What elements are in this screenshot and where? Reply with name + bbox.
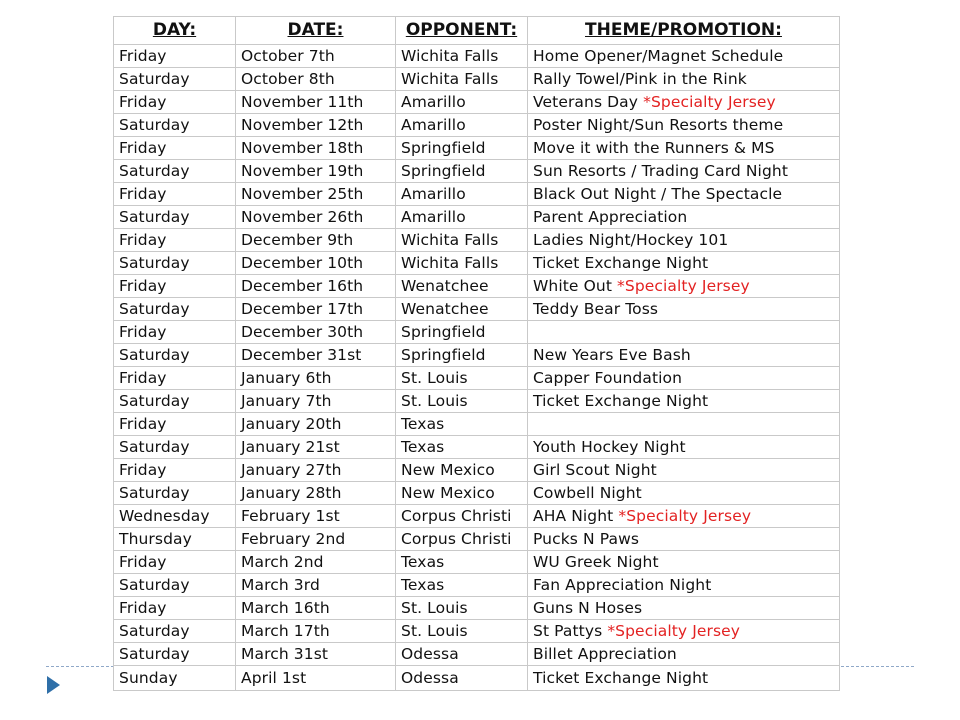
specialty-jersey-note: *Specialty Jersey	[618, 507, 752, 525]
cell-theme	[528, 390, 840, 413]
table-row	[114, 344, 840, 367]
cell-day: Sunday	[114, 666, 236, 691]
cell-day: Saturday	[114, 482, 236, 505]
cell-date: November 18th	[236, 137, 396, 160]
table-row	[114, 229, 840, 252]
cell-day: Saturday	[114, 114, 236, 137]
cell-opponent: Springfield	[396, 321, 528, 344]
cell-opponent: Wichita Falls	[396, 45, 528, 68]
cell-theme	[528, 183, 840, 206]
cell-date: February 2nd	[236, 528, 396, 551]
cell-theme	[528, 45, 840, 68]
cell-date: January 7th	[236, 390, 396, 413]
cell-date: February 1st	[236, 505, 396, 528]
cell-theme	[528, 643, 840, 666]
cell-opponent: Odessa	[396, 643, 528, 666]
cell-theme	[528, 344, 840, 367]
table-row	[114, 459, 840, 482]
header-opponent: OPPONENT:	[396, 17, 528, 45]
specialty-jersey-note: *Specialty Jersey	[643, 93, 776, 111]
theme-text: New Years Eve Bash	[533, 346, 691, 364]
specialty-jersey-note: *Specialty Jersey	[607, 622, 741, 640]
cell-opponent: New Mexico	[396, 482, 528, 505]
theme-text: Ladies Night/Hockey 101	[533, 231, 729, 249]
cell-opponent: Odessa	[396, 666, 528, 691]
cell-date: November 26th	[236, 206, 396, 229]
cell-date: January 21st	[236, 436, 396, 459]
cell-day: Friday	[114, 413, 236, 436]
cell-theme	[528, 459, 840, 482]
cell-opponent: New Mexico	[396, 459, 528, 482]
specialty-jersey-note: *Specialty Jersey	[617, 277, 750, 295]
theme-text: Ticket Exchange Night	[533, 669, 709, 687]
cell-theme	[528, 620, 840, 643]
cell-opponent: Amarillo	[396, 91, 528, 114]
theme-text: Cowbell Night	[533, 484, 642, 502]
cell-day: Saturday	[114, 390, 236, 413]
cell-theme	[528, 252, 840, 275]
cell-opponent: Wenatchee	[396, 298, 528, 321]
cell-opponent: Springfield	[396, 160, 528, 183]
table-row	[114, 275, 840, 298]
table-row	[114, 482, 840, 505]
table-row	[114, 666, 840, 691]
cell-opponent: Texas	[396, 551, 528, 574]
cell-opponent: Amarillo	[396, 183, 528, 206]
theme-text: White Out	[533, 277, 618, 295]
theme-text: Teddy Bear Toss	[533, 300, 659, 318]
cell-day: Saturday	[114, 643, 236, 666]
cell-opponent: Texas	[396, 574, 528, 597]
cell-day: Saturday	[114, 160, 236, 183]
table-row	[114, 137, 840, 160]
cell-opponent: Amarillo	[396, 114, 528, 137]
cell-opponent: Amarillo	[396, 206, 528, 229]
cell-date: November 11th	[236, 91, 396, 114]
cell-theme	[528, 367, 840, 390]
theme-text: Parent Appreciation	[533, 208, 688, 226]
cell-opponent: Wichita Falls	[396, 252, 528, 275]
cell-theme	[528, 505, 840, 528]
cell-day: Saturday	[114, 298, 236, 321]
cell-date: December 16th	[236, 275, 396, 298]
cell-opponent: Texas	[396, 436, 528, 459]
cell-date: November 25th	[236, 183, 396, 206]
cell-day: Saturday	[114, 574, 236, 597]
cell-theme	[528, 436, 840, 459]
table-row	[114, 528, 840, 551]
cell-date: January 20th	[236, 413, 396, 436]
cell-date: March 17th	[236, 620, 396, 643]
cell-theme	[528, 482, 840, 505]
cell-date: December 30th	[236, 321, 396, 344]
cell-date: March 16th	[236, 597, 396, 620]
cell-day: Friday	[114, 367, 236, 390]
table-row	[114, 436, 840, 459]
cell-day: Friday	[114, 91, 236, 114]
cell-opponent: Wichita Falls	[396, 68, 528, 91]
theme-text: Move it with the Runners & MS	[533, 139, 775, 157]
cell-theme	[528, 666, 840, 691]
cell-theme	[528, 275, 840, 298]
cell-theme	[528, 68, 840, 91]
cell-date: March 3rd	[236, 574, 396, 597]
cell-date: December 31st	[236, 344, 396, 367]
cell-theme	[528, 114, 840, 137]
theme-text: Veterans Day	[533, 93, 644, 111]
table-row	[114, 620, 840, 643]
table-row	[114, 367, 840, 390]
cell-theme	[528, 298, 840, 321]
cell-day: Thursday	[114, 528, 236, 551]
theme-text: Fan Appreciation Night	[533, 576, 712, 594]
header-theme: THEME/PROMOTION:	[528, 17, 840, 45]
cell-day: Friday	[114, 45, 236, 68]
cell-date: October 8th	[236, 68, 396, 91]
cell-day: Friday	[114, 321, 236, 344]
cell-opponent: Springfield	[396, 344, 528, 367]
cell-opponent: Wenatchee	[396, 275, 528, 298]
cell-theme	[528, 551, 840, 574]
cell-day: Friday	[114, 459, 236, 482]
cell-date: January 28th	[236, 482, 396, 505]
cell-opponent: Springfield	[396, 137, 528, 160]
cell-day: Friday	[114, 551, 236, 574]
cell-opponent: Wichita Falls	[396, 229, 528, 252]
cell-day: Saturday	[114, 206, 236, 229]
slide-bullet-icon	[47, 676, 60, 694]
theme-text: Billet Appreciation	[533, 645, 677, 663]
header-day: DAY:	[114, 17, 236, 45]
theme-text: WU Greek Night	[533, 553, 659, 571]
table-row	[114, 298, 840, 321]
cell-day: Friday	[114, 275, 236, 298]
theme-text: Ticket Exchange Night	[533, 254, 709, 272]
table-row	[114, 114, 840, 137]
cell-theme	[528, 413, 840, 436]
theme-text: Guns N Hoses	[533, 599, 643, 617]
table-row	[114, 45, 840, 68]
cell-date: November 19th	[236, 160, 396, 183]
cell-date: April 1st	[236, 666, 396, 691]
table-row	[114, 91, 840, 114]
cell-opponent: Corpus Christi	[396, 528, 528, 551]
cell-day: Friday	[114, 597, 236, 620]
cell-opponent: Corpus Christi	[396, 505, 528, 528]
table-row	[114, 597, 840, 620]
cell-day: Saturday	[114, 344, 236, 367]
theme-text: Sun Resorts / Trading Card Night	[533, 162, 789, 180]
table-row	[114, 206, 840, 229]
table-row	[114, 252, 840, 275]
cell-day: Saturday	[114, 436, 236, 459]
theme-text: Poster Night/Sun Resorts theme	[533, 116, 784, 134]
cell-theme	[528, 229, 840, 252]
cell-date: March 31st	[236, 643, 396, 666]
cell-date: October 7th	[236, 45, 396, 68]
table-row	[114, 551, 840, 574]
cell-day: Friday	[114, 137, 236, 160]
table-row	[114, 413, 840, 436]
cell-day: Saturday	[114, 68, 236, 91]
theme-text: Girl Scout Night	[533, 461, 657, 479]
cell-theme	[528, 574, 840, 597]
cell-date: November 12th	[236, 114, 396, 137]
cell-opponent: St. Louis	[396, 390, 528, 413]
cell-theme	[528, 528, 840, 551]
theme-text: St Pattys	[533, 622, 608, 640]
cell-theme	[528, 160, 840, 183]
cell-theme	[528, 321, 840, 344]
cell-opponent: St. Louis	[396, 620, 528, 643]
theme-text: Rally Towel/Pink in the Rink	[533, 70, 747, 88]
table-row	[114, 643, 840, 666]
table-row	[114, 505, 840, 528]
cell-day: Friday	[114, 183, 236, 206]
cell-opponent: St. Louis	[396, 367, 528, 390]
theme-text: Home Opener/Magnet Schedule	[533, 47, 784, 65]
theme-text: Black Out Night / The Spectacle	[533, 185, 783, 203]
table-row	[114, 390, 840, 413]
cell-day: Friday	[114, 229, 236, 252]
cell-date: December 10th	[236, 252, 396, 275]
theme-text: Capper Foundation	[533, 369, 683, 387]
cell-date: December 17th	[236, 298, 396, 321]
table-row	[114, 160, 840, 183]
theme-text: Youth Hockey Night	[533, 438, 686, 456]
theme-text: Pucks N Paws	[533, 530, 640, 548]
cell-theme	[528, 137, 840, 160]
schedule-table	[113, 16, 840, 691]
cell-theme	[528, 91, 840, 114]
cell-day: Wednesday	[114, 505, 236, 528]
cell-date: March 2nd	[236, 551, 396, 574]
header-date: DATE:	[236, 17, 396, 45]
table-row	[114, 574, 840, 597]
cell-date: December 9th	[236, 229, 396, 252]
cell-theme	[528, 206, 840, 229]
cell-theme	[528, 597, 840, 620]
header-row	[114, 17, 840, 45]
table-row	[114, 321, 840, 344]
theme-text: Ticket Exchange Night	[533, 392, 709, 410]
cell-opponent: Texas	[396, 413, 528, 436]
table-row	[114, 183, 840, 206]
cell-date: January 27th	[236, 459, 396, 482]
theme-text: AHA Night	[533, 507, 619, 525]
cell-day: Saturday	[114, 252, 236, 275]
cell-day: Saturday	[114, 620, 236, 643]
cell-date: January 6th	[236, 367, 396, 390]
table-row	[114, 68, 840, 91]
cell-opponent: St. Louis	[396, 597, 528, 620]
